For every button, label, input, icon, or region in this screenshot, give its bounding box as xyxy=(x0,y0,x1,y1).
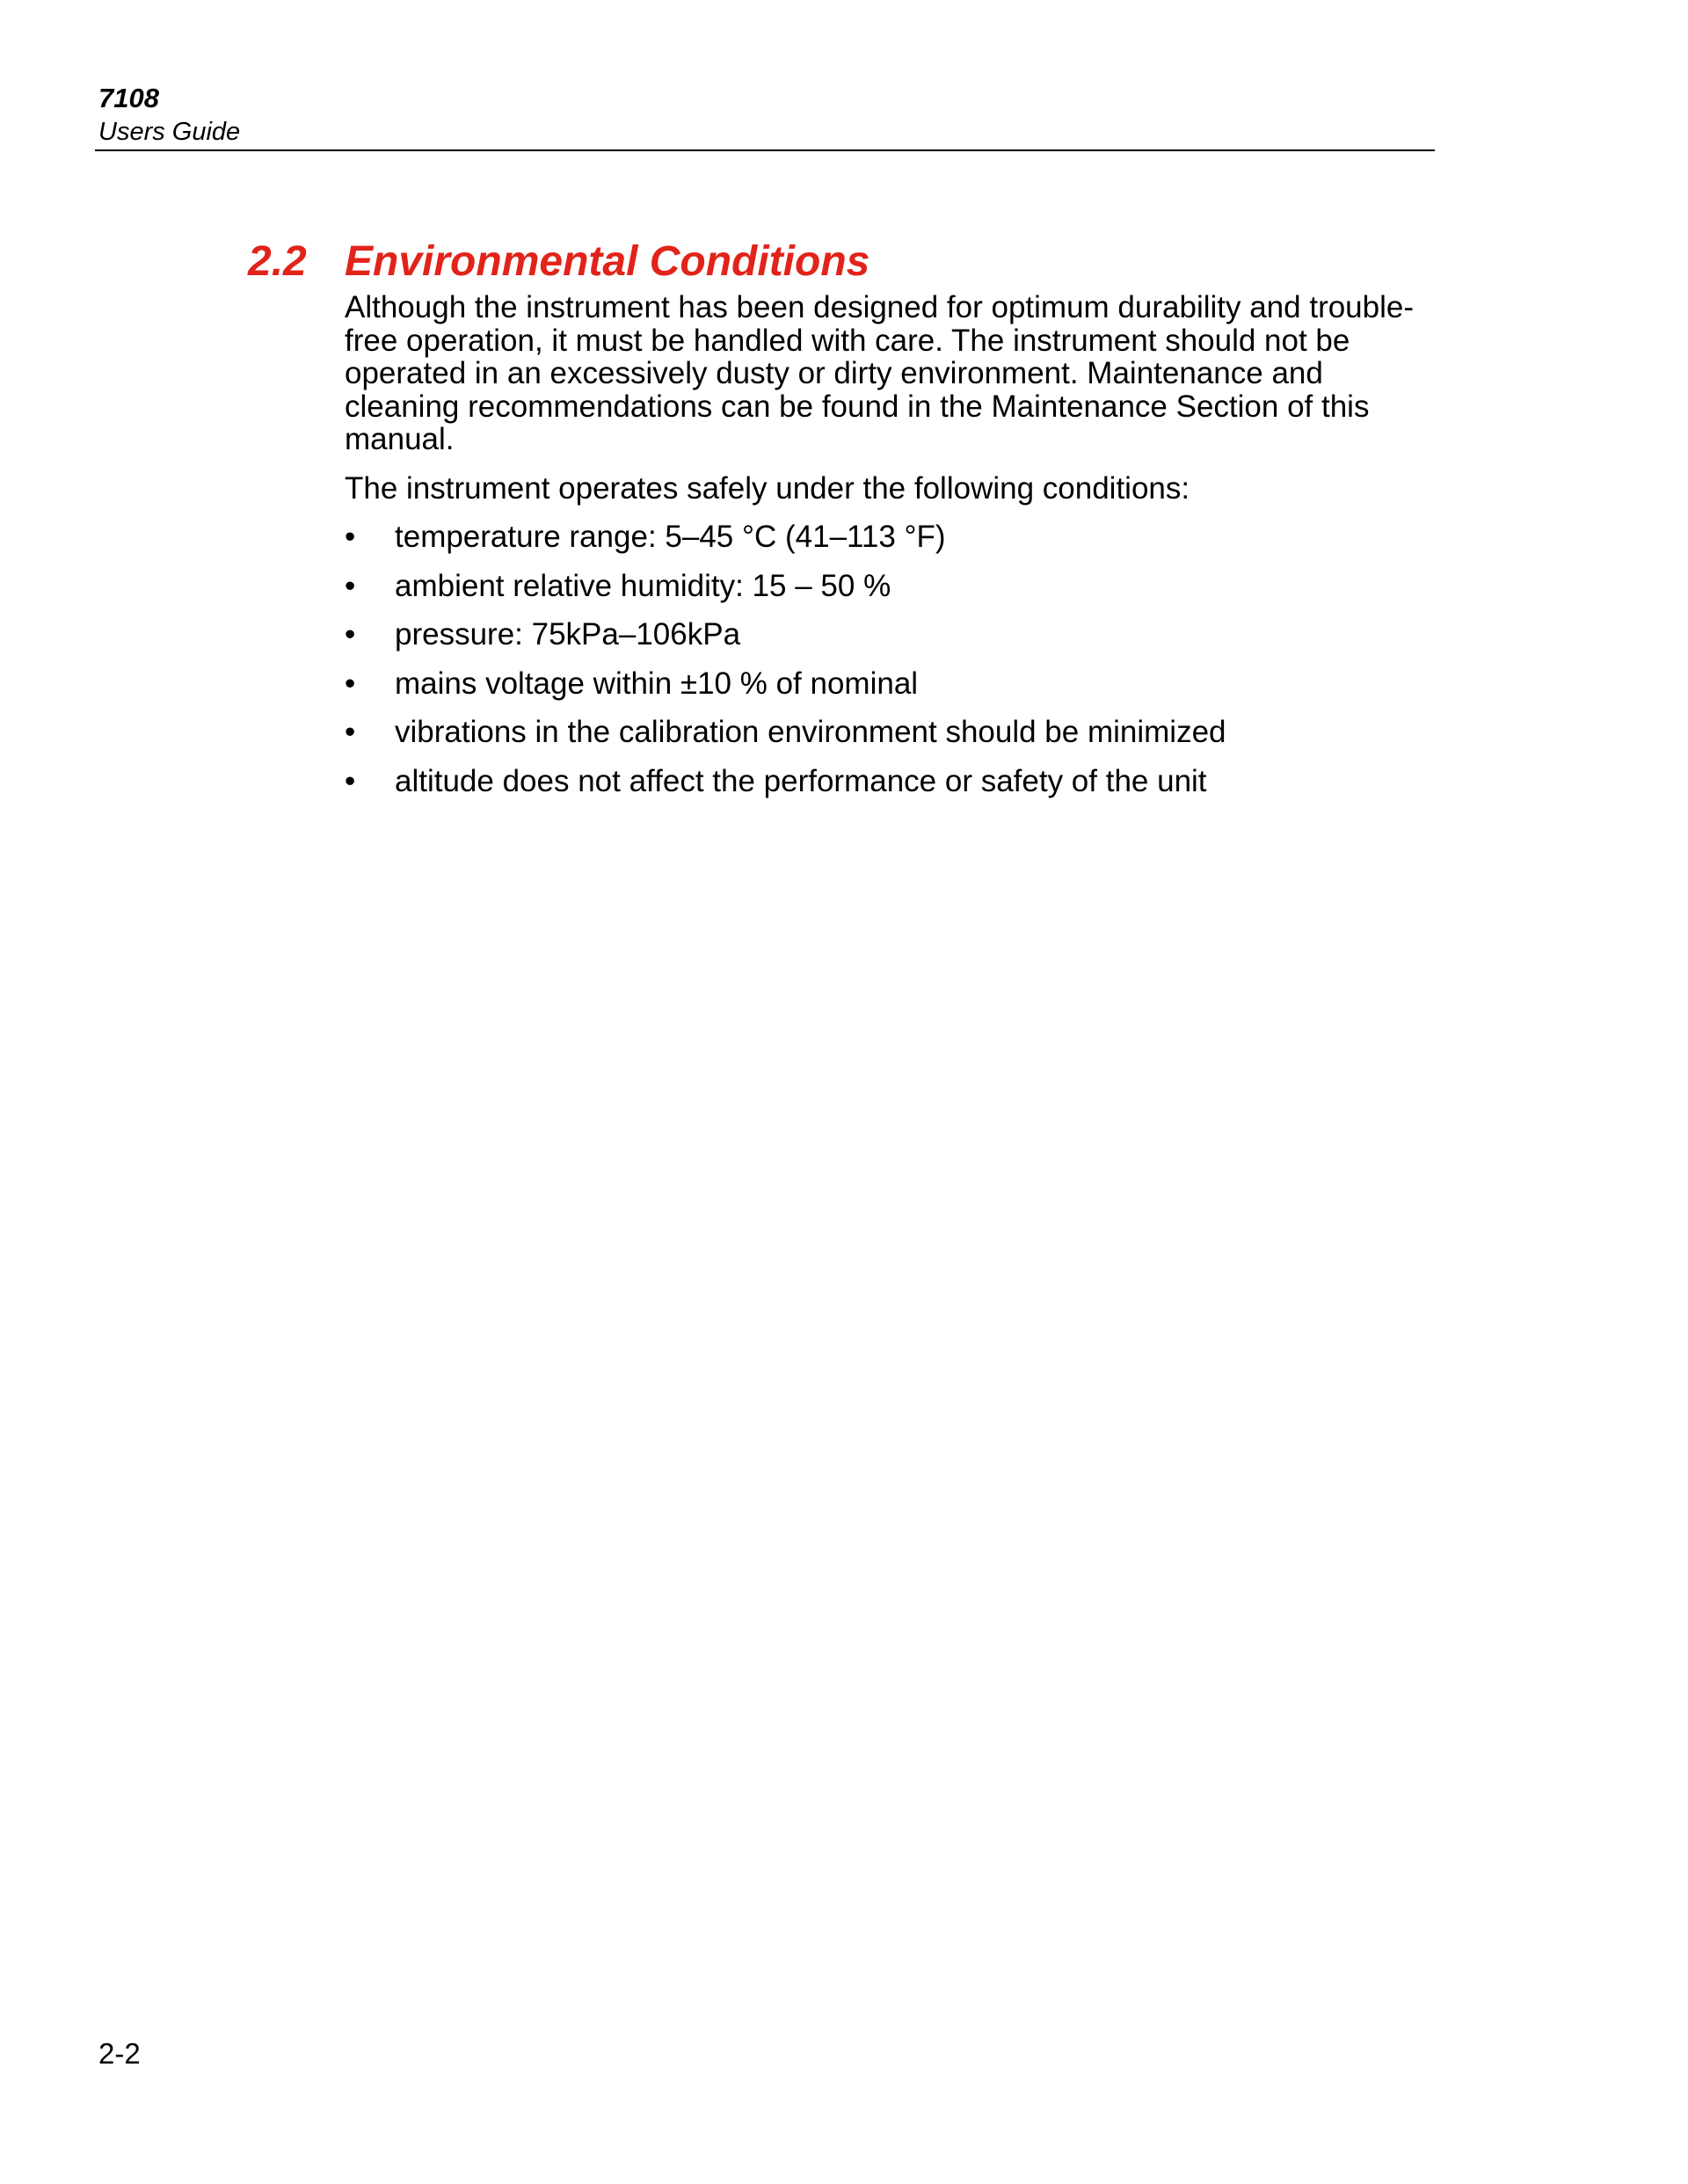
condition-text: mains voltage within ±10 % of nominal xyxy=(395,666,919,701)
list-item xyxy=(345,667,1444,701)
section-body xyxy=(345,291,1444,813)
list-item xyxy=(345,570,1444,603)
section-number: 2.2 xyxy=(248,238,307,285)
bullet-icon: • xyxy=(345,763,356,798)
list-item xyxy=(345,765,1444,798)
list-item xyxy=(345,521,1444,554)
condition-text: ambient relative humidity: 15 – 50 % xyxy=(395,568,891,603)
condition-text: temperature range: 5–45 °C (41–113 °F) xyxy=(395,520,946,554)
bullet-icon: • xyxy=(345,568,356,603)
condition-text: pressure: 75kPa–106kPa xyxy=(395,617,741,652)
conditions-lead-in: The instrument operates safely under the following conditions: xyxy=(345,470,1190,506)
section-heading xyxy=(248,237,869,287)
header-divider xyxy=(95,149,1435,151)
running-header xyxy=(98,81,240,148)
bullet-icon: • xyxy=(345,666,356,701)
header-guide-title: Users Guide xyxy=(98,118,241,146)
condition-text: altitude does not affect the performance or safety of the unit xyxy=(395,763,1207,798)
list-item xyxy=(345,618,1444,652)
page-number: 2-2 xyxy=(98,2037,141,2070)
bullet-icon: • xyxy=(345,715,356,749)
list-item xyxy=(345,716,1444,749)
intro-paragraph: Although the instrument has been designed for optimum durability and trouble-free operation, it must be handled with care. The instrument should not be operated in an excessively dusty or dirty environment. Maintenance and cleaning recommendations can be found in the Maintenance Section of this manual. xyxy=(345,290,1415,456)
conditions-list xyxy=(345,521,1444,797)
bullet-icon: • xyxy=(345,520,356,554)
condition-text: vibrations in the calibration environment should be minimized xyxy=(395,715,1226,749)
header-model: 7108 xyxy=(98,83,159,113)
section-title: Environmental Conditions xyxy=(345,238,870,285)
bullet-icon: • xyxy=(345,617,356,652)
